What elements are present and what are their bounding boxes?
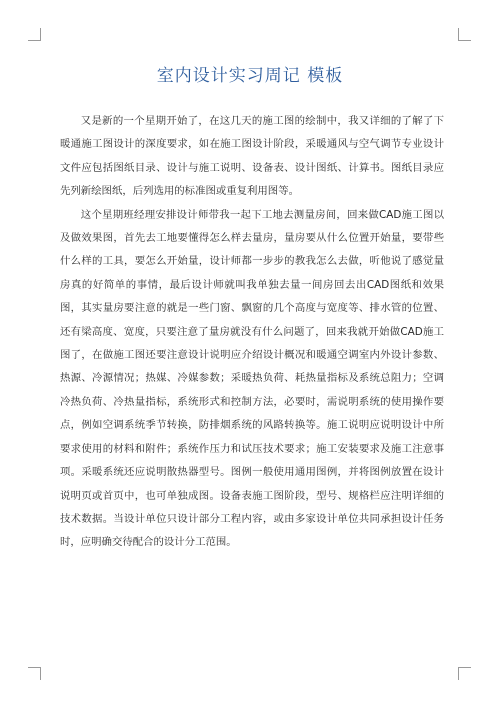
crop-mark-top-right — [458, 28, 471, 41]
paragraph: 这个星期班经理安排设计师带我一起下工地去测量房间，回来做CAD施工图以及做效果图，首先去工地要懂得怎么样去量房，量房要从什么位置开始量，要带些什么样的工具，要怎么开始量，设计师都一步步的教我怎么去做，听他说了感觉量房真的好简单的事情，最后设计师就叫我单独去量一间房回去出CAD图纸和效果图，其实量房要注意的就是一些门窗、飘窗的几个高度与宽度等、排水管的位置、还有梁高度、宽度，只要注意了量房就没有什么问题了，回来我就开始做CAD施工图了，在做施工图还要注意设计说明应介绍设计概况和暖通空调室内外设计参数、热源、冷源情况；热媒、冷媒参数；采暖热负荷、耗热量指标及系统总阻力；空调冷热负荷、冷热量指标，系统形式和控制方法，必要时，需说明系统的使用操作要点，例如空调系统季节转换，防排烟系统的风路转换等。施工说明应说明设计中所要求使用的材料和附件；系统作压力和试压技术要求；施工安装要求及施工注意事项。采暖系统还应说明散热器型号。图例一般使用通用图例，并将图例放置在设计说明页或首页中，也可单独成图。设备表施工图阶段，型号、规格栏应注明详细的技术数据。当设计单位只设计部分工程内容，或由多家设计单位共同承担设计任务时，应明确交待配合的设计分工范围。 — [60, 208, 444, 549]
crop-mark-top-left — [28, 28, 41, 41]
crop-mark-bottom-right — [458, 667, 471, 680]
crop-mark-bottom-left — [28, 667, 41, 680]
document-title: 室内设计实习周记 模板 — [156, 66, 344, 86]
paragraph: 又是新的一个星期开始了，在这几天的施工图的绘制中，我又详细的了解了下暖通施工图设计的深度要求，如在施工图设计阶段，采暖通风与空气调节专业设计文件应包括图纸目录、设计与施工说明、设备表、设计图纸、计算书。图纸目录应先列新绘图纸，后列选用的标准图或重复利用图等。 — [60, 115, 444, 198]
document-body — [60, 110, 444, 555]
